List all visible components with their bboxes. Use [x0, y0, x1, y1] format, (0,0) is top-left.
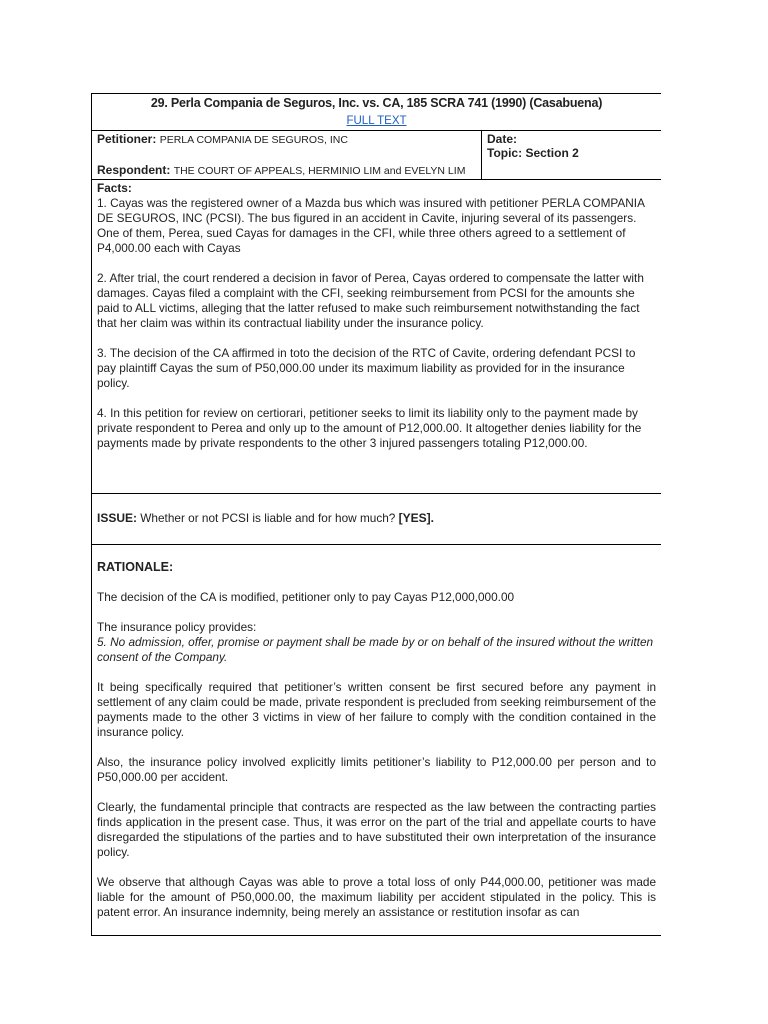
topic-label: Topic: Section 2: [487, 146, 579, 160]
issue-answer: [YES].: [398, 511, 434, 525]
respondent-label: Respondent:: [97, 163, 171, 177]
petitioner-line: [97, 132, 476, 147]
rationale-cell: [92, 545, 662, 936]
issue-cell: [92, 494, 662, 545]
petitioner-name: PERLA COMPANIA DE SEGUROS, INC: [159, 134, 348, 146]
issue-label: ISSUE:: [97, 511, 138, 525]
respondent-line: [97, 163, 476, 179]
date-topic-cell: [482, 131, 662, 180]
issue-question: Whether or not PCSI is liable and for how much?: [140, 511, 396, 525]
parties-cell: [92, 131, 482, 180]
case-digest-page: [91, 93, 661, 1024]
rationale-heading: RATIONALE:: [97, 560, 174, 574]
rationale-paragraph: Also, the insurance policy involved explicitly limits petitioner’s liability to P12,000.00 per person and to P50,000.00 per accident.: [97, 755, 657, 784]
rationale-paragraph: We observe that although Cayas was able to prove a total loss of only P44,000.00, petitioner was made liable for the amount of P50,000.00, the maximum liability per accident stipulated in the policy. This is patent error. An insurance indemnity, being merely an assistance or restitution insofar as can: [97, 875, 657, 919]
rationale-paragraph: The decision of the CA is modified, petitioner only to pay Cayas P12,000,000.00: [97, 590, 515, 604]
facts-cell: [92, 180, 662, 494]
policy-quote: 5. No admission, offer, promise or payment shall be made by or on behalf of the insured without the written consent of the Company.: [97, 635, 654, 664]
date-label: Date:: [487, 132, 518, 146]
full-text-link[interactable]: FULL TEXT: [346, 115, 407, 127]
rationale-paragraph: Clearly, the fundamental principle that contracts are respected as the law between the contracting parties finds application in the present case. Thus, it was error on the part of the trial and appellate courts to have disregarded the stipulations of the parties and to have substituted their own interpretation of the insurance policy.: [97, 800, 657, 859]
fact-item: 4. In this petition for review on certiorari, petitioner seeks to limit its liability only to the payment made by private respondent to Perea and only up to the amount of P12,000.00. It altogether denies liability for the payments made by private respondents to the other 3 injured passengers totaling P12,000.00.: [97, 406, 642, 450]
fact-item: 2. After trial, the court rendered a decision in favor of Perea, Cayas ordered to compensate the latter with damages. Cayas filed a complaint with the CFI, seeking reimbursement from PCSI for the amounts she paid to ALL victims, alleging that the latter refused to make such reimbursement notwithstanding the fact that her claim was within its contractual liability under the insurance policy.: [97, 271, 644, 330]
petitioner-label: Petitioner:: [97, 132, 157, 146]
issue-line: [97, 511, 656, 525]
rationale-paragraph: It being specifically required that petitioner’s written consent be first secured before any payment in settlement of any claim could be made, private respondent is precluded from seeking reimbursement of the payments made to the other 3 victims in view of her failure to comply with the condition contained in the insurance policy.: [97, 680, 657, 739]
case-digest-table: [91, 93, 661, 936]
title-cell: [92, 94, 662, 131]
facts-heading: Facts:: [97, 181, 132, 195]
fact-item: 3. The decision of the CA affirmed in toto the decision of the RTC of Cavite, ordering defendant PCSI to pay plaintiff Cayas the sum of P50,000.00 under its maximum liability as provided for in the insurance policy.: [97, 346, 636, 390]
fact-item: 1. Cayas was the registered owner of a Mazda bus which was insured with petitioner PERLA COMPANIA DE SEGUROS, INC (PCSI). The bus figured in an accident in Cavite, injuring several of its passengers. One of them, Perea, sued Cayas for damages in the CFI, while three others agreed to a settlement of P4,000.00 each with Cayas: [97, 196, 645, 255]
respondent-name: THE COURT OF APPEALS, HERMINIO LIM and EVELYN LIM: [173, 165, 466, 177]
case-title: 29. Perla Compania de Seguros, Inc. vs. CA, 185 SCRA 741 (1990) (Casabuena): [150, 96, 603, 110]
policy-intro: The insurance policy provides:: [97, 620, 257, 634]
